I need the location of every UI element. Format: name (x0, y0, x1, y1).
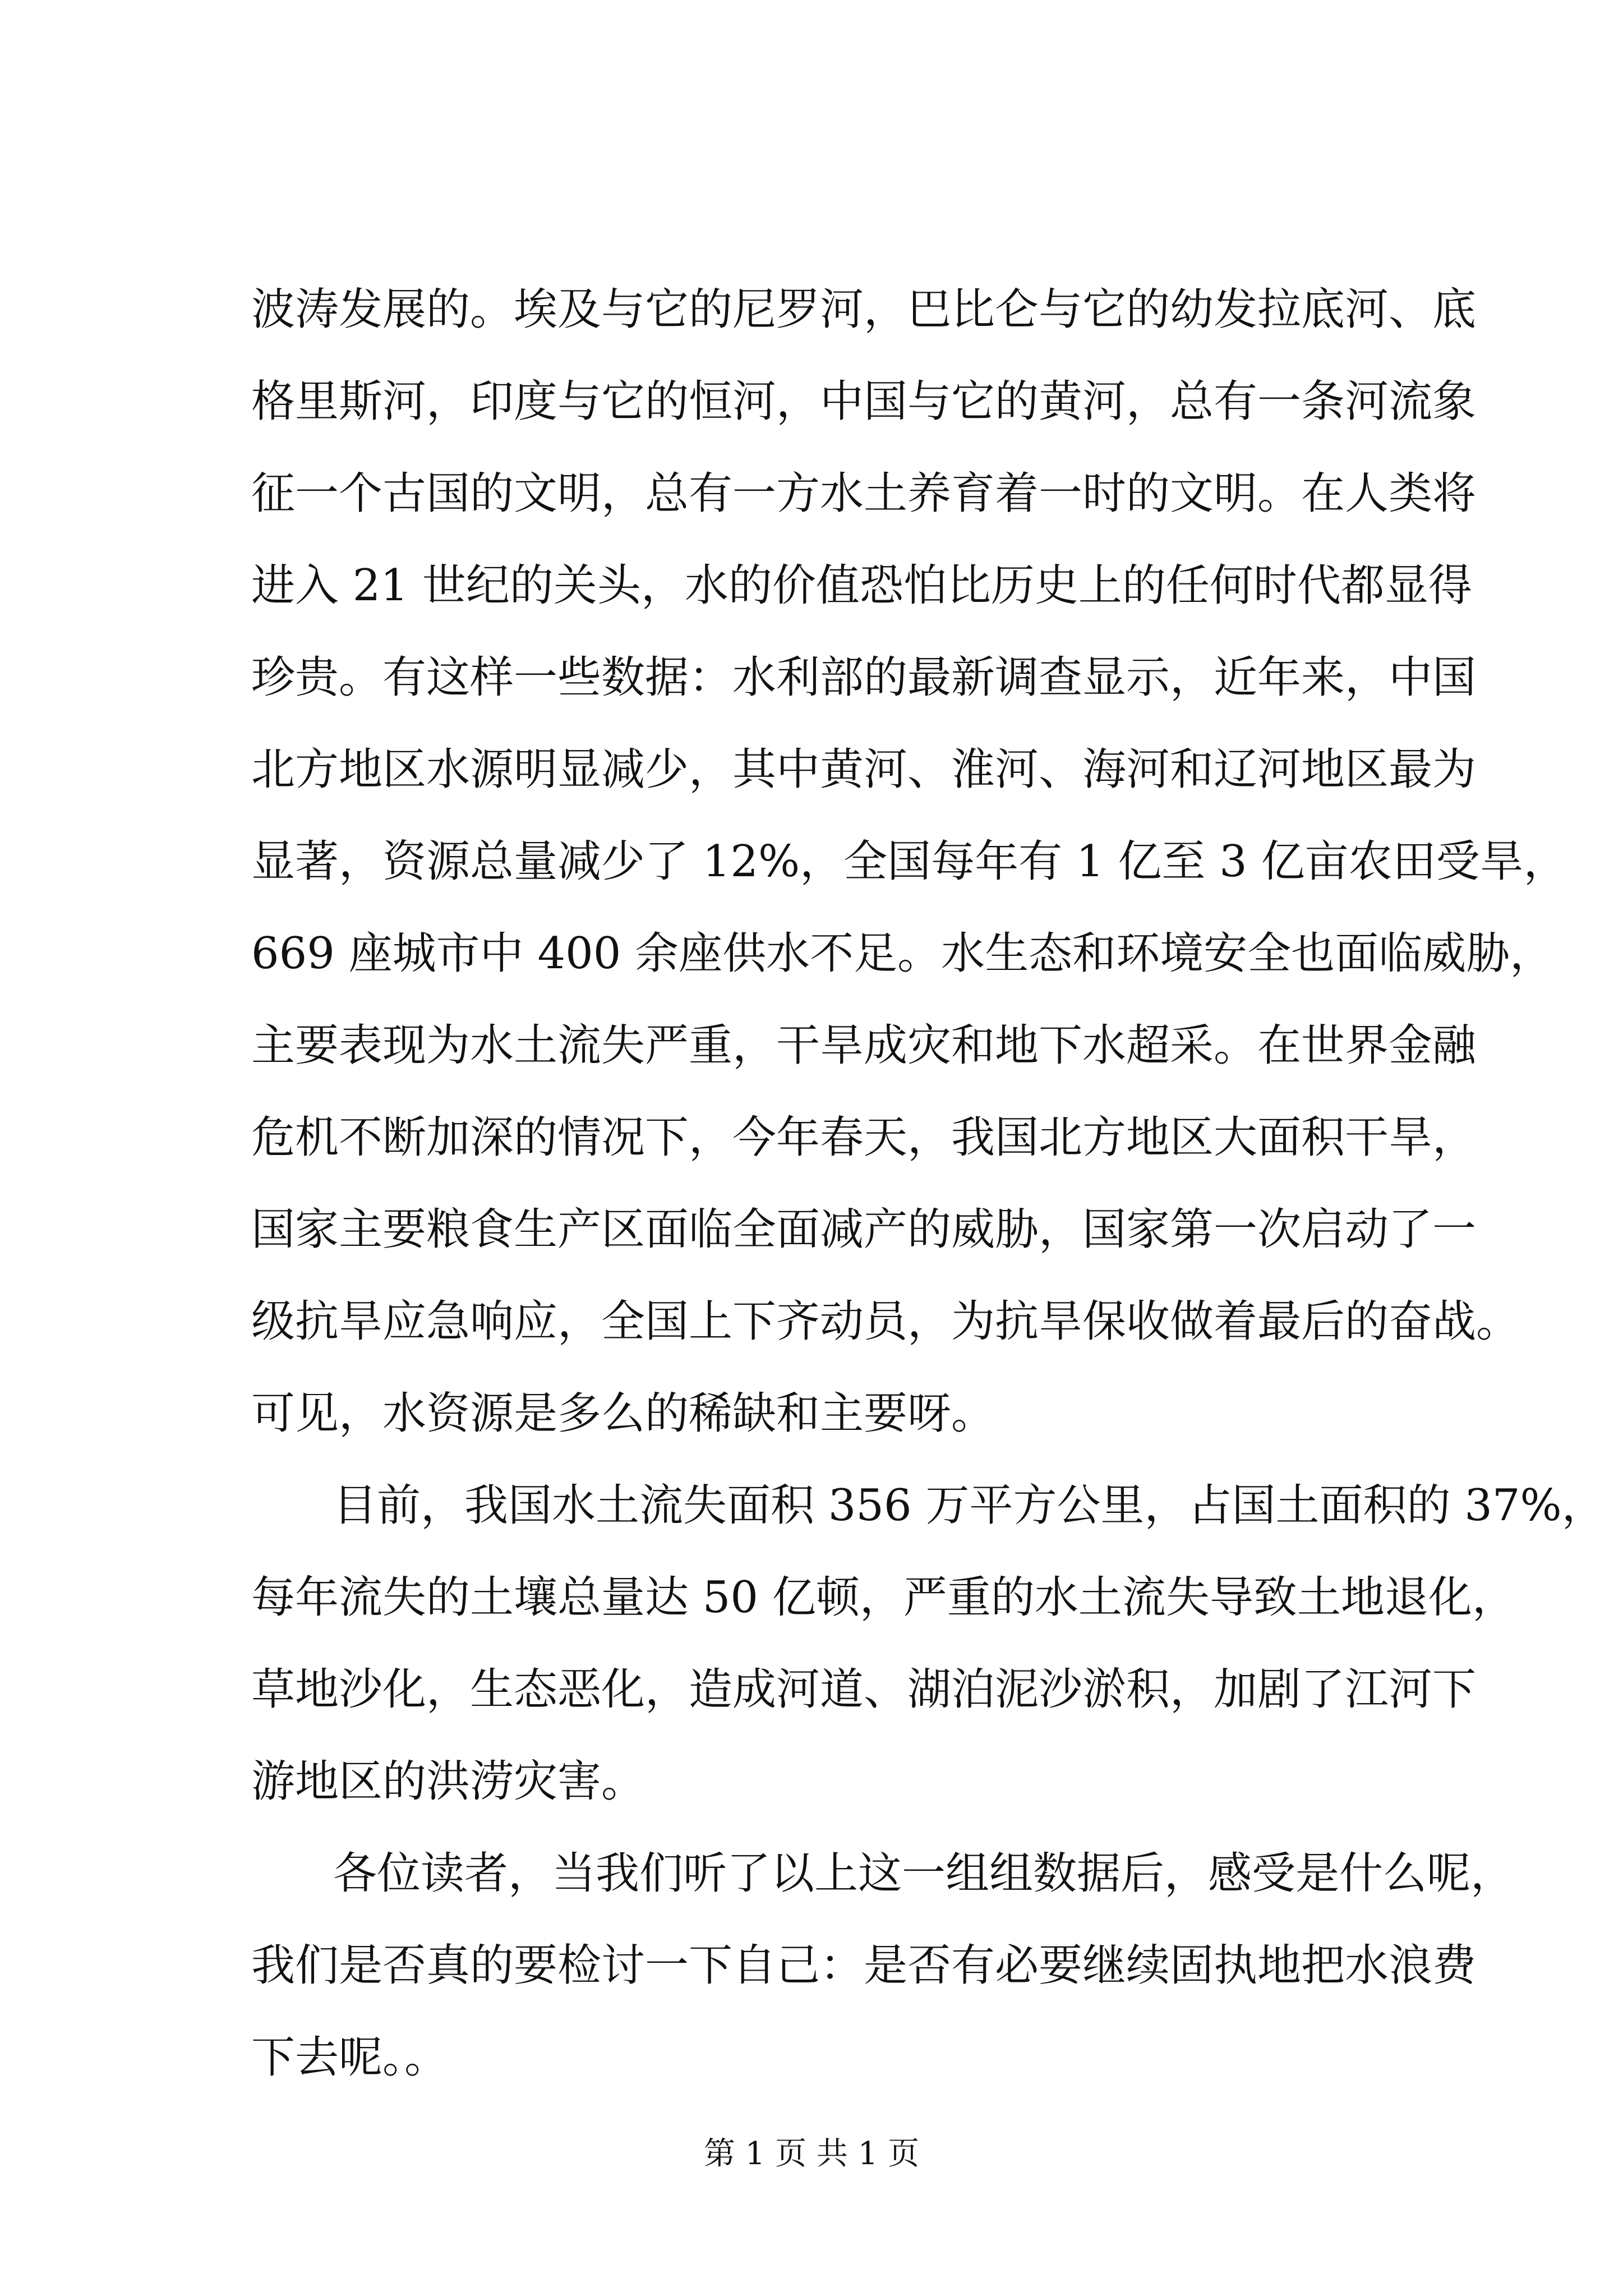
text-line: 珍贵。有这样一些数据：水利部的最新调查显示，近年来，中国 (251, 652, 1477, 703)
text-line: 波涛发展的。埃及与它的尼罗河，巴比仑与它的幼发拉底河、底 (251, 284, 1477, 335)
text-line: 北方地区水源明显减少，其中黄河、淮河、海河和辽河地区最为 (251, 744, 1477, 795)
text-line: 危机不断加深的情况下，今年春天，我国北方地区大面积干旱， (251, 1112, 1477, 1163)
text-line: 主要表现为水土流失严重，干旱成灾和地下水超采。在世界金融 (251, 1020, 1477, 1071)
text-line: 草地沙化，生态恶化，造成河道、湖泊泥沙淤积，加剧了江河下 (251, 1664, 1477, 1715)
text-line: 目前，我国水土流失面积 356 万平方公里，占国土面积的 37%， (333, 1480, 1606, 1531)
text-line: 各位读者，当我们听了以上这一组组数据后，感受是什么呢， (333, 1848, 1515, 1899)
text-line: 征一个古国的文明，总有一方水土养育着一时的文明。在人类将 (251, 468, 1477, 519)
text-line: 每年流失的土壤总量达 50 亿顿，严重的水土流失导致土地退化， (251, 1572, 1516, 1623)
text-line: 下去呢。。 (251, 2032, 449, 2083)
text-line: 显著，资源总量减少了 12%，全国每年有 1 亿至 3 亿亩农田受旱， (251, 836, 1567, 887)
text-line: 可见，水资源是多么的稀缺和主要呀。 (251, 1388, 995, 1439)
text-line: 我们是否真的要检讨一下自己：是否有必要继续固执地把水浪费 (251, 1940, 1477, 1991)
text-line: 进入 21 世纪的关头，水的价值恐怕比历史上的任何时代都显得 (251, 560, 1472, 611)
page-number-footer: 第 1 页 共 1 页 (703, 2136, 920, 2172)
text-line: 级抗旱应急响应，全国上下齐动员，为抗旱保收做着最后的奋战。 (251, 1296, 1520, 1347)
text-line: 格里斯河，印度与它的恒河，中国与它的黄河，总有一条河流象 (251, 376, 1477, 427)
text-line: 669 座城市中 400 余座供水不足。水生态和环境安全也面临威胁， (251, 928, 1554, 979)
document-body (251, 264, 1606, 2104)
text-line: 国家主要粮食生产区面临全面减产的威胁，国家第一次启动了一 (251, 1204, 1477, 1255)
text-line: 游地区的洪涝灾害。 (251, 1756, 645, 1807)
